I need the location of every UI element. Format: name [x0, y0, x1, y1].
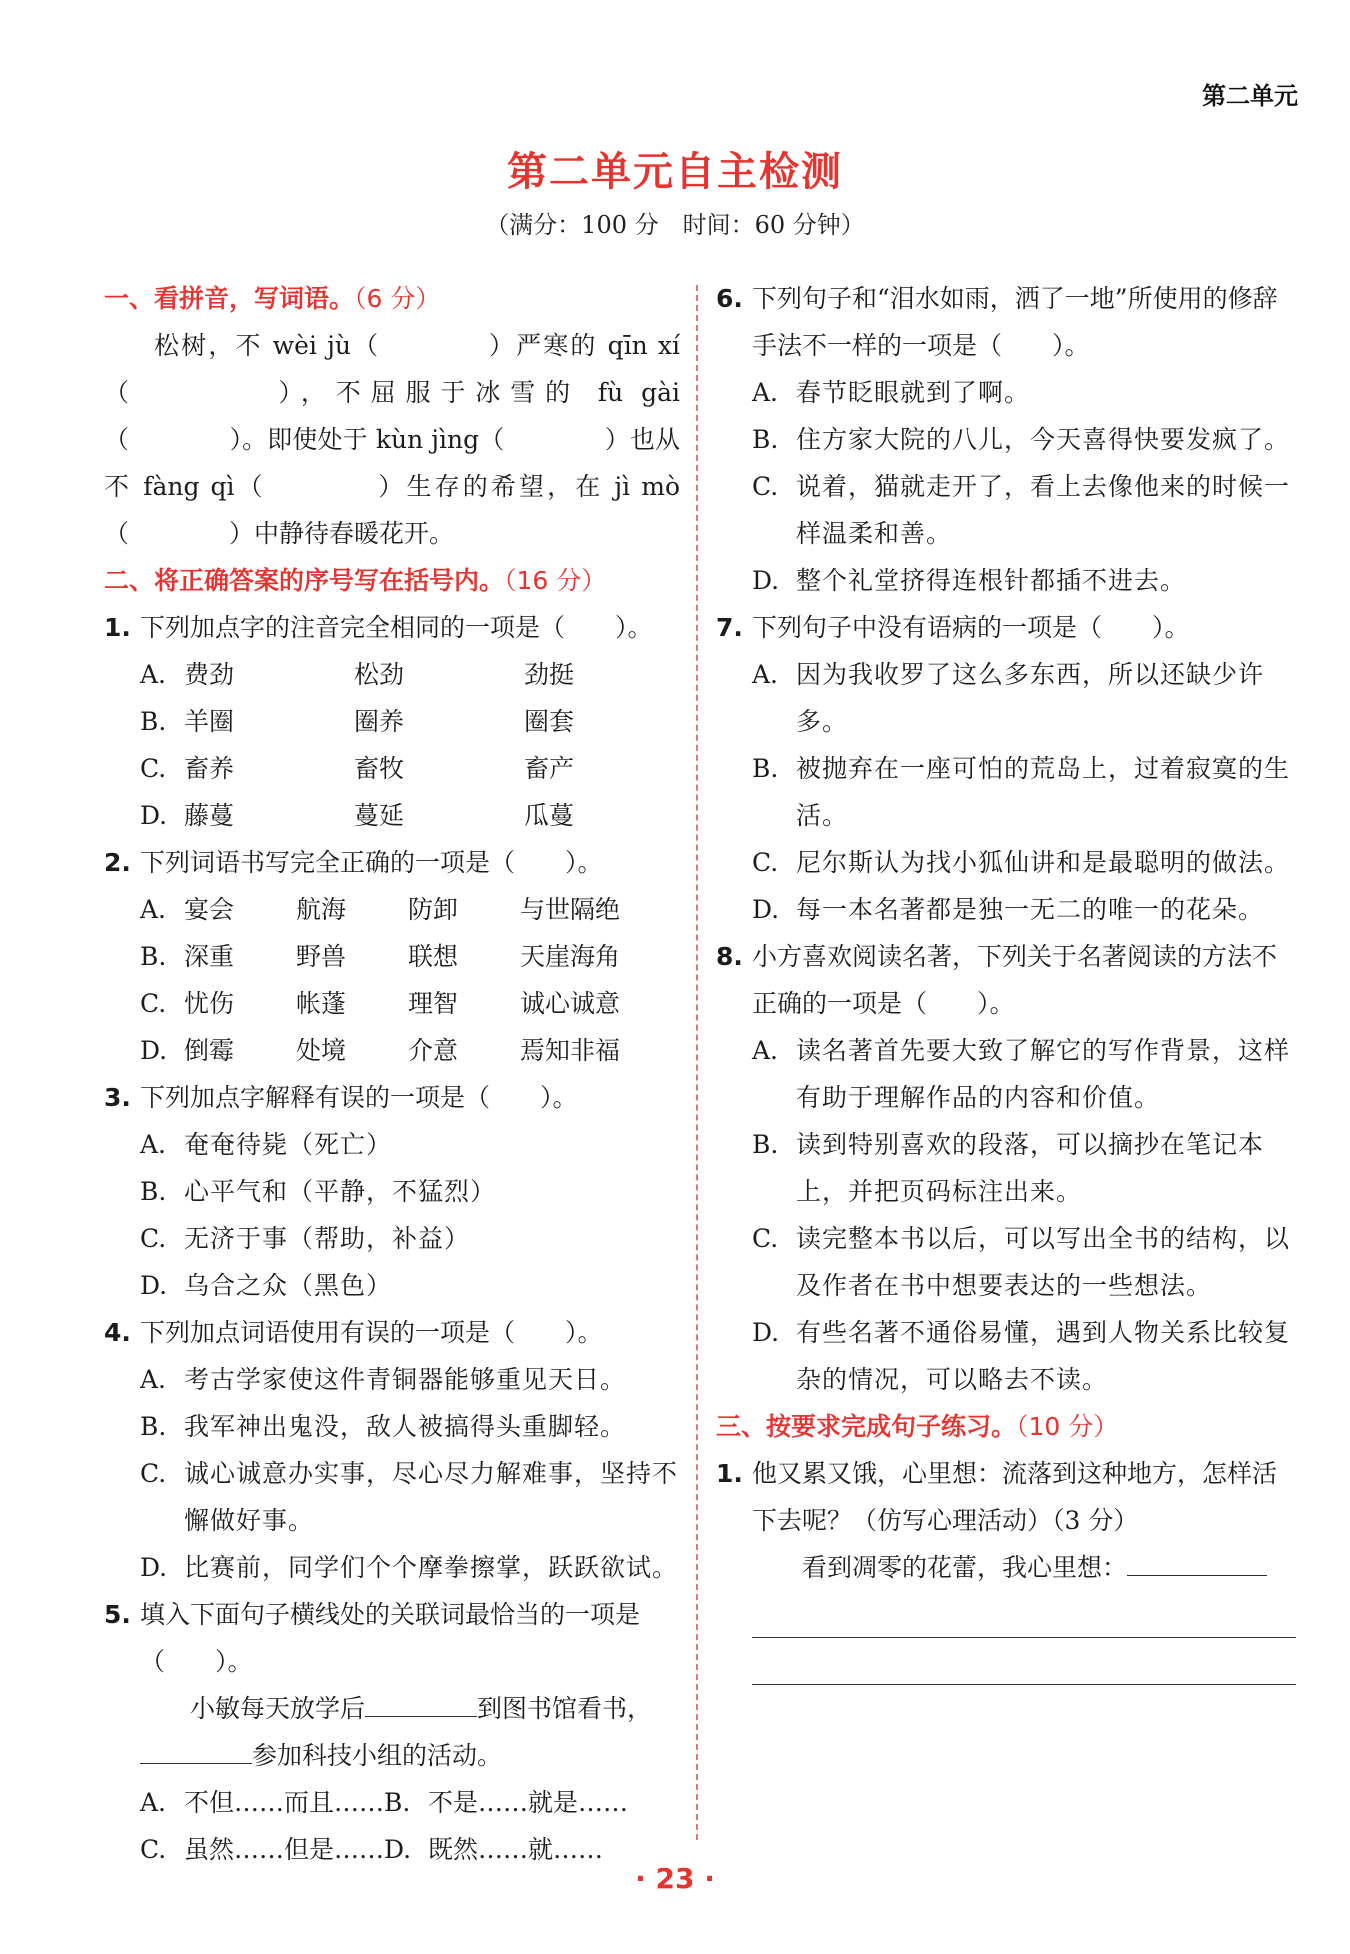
- q8-option-c: C. 读完整本书以后，可以写出全书的结构，以及作者在书中想要表达的一些想法。: [752, 1224, 1291, 1300]
- q8-option-a: A. 读名著首先要大致了解它的写作背景，这样有助于理解作品的内容和价值。: [752, 1036, 1291, 1112]
- q4-option-b: B. 我军神出鬼没，敌人被搞得头重脚轻。: [140, 1412, 627, 1441]
- q5-options-ab: A. 不但……而且…… B. 不是……就是……: [140, 1788, 629, 1817]
- q8-option-b: B. 读到特别喜欢的段落，可以摘抄在笔记本上，并把页码标注出来。: [752, 1130, 1265, 1206]
- section-3-question-1: 1. 他又累又饿，心里想：流落到这种地方，怎样活下去呢？（仿写心理活动）（3 分）: [716, 1459, 1278, 1535]
- s3q1-answer-line-1[interactable]: [752, 1591, 1296, 1638]
- q3-option-d: D. 乌合之众（黑色）: [140, 1271, 393, 1300]
- q3-option-b: B. 心平气和（平静，不猛烈）: [140, 1177, 497, 1206]
- q8-option-d: D. 有些名著不通俗易懂，遇到人物关系比较复杂的情况，可以略去不读。: [752, 1318, 1291, 1394]
- section-3-heading: 三、按要求完成句子练习。（10 分）: [716, 1412, 1119, 1441]
- q7-option-a: A. 因为我收罗了这么多东西，所以还缺少许多。: [752, 660, 1265, 736]
- question-5: 5. 填入下面句子横线处的关联词最恰当的一项是（ ）。: [104, 1600, 641, 1676]
- q2-row-c: C. 忧伤 帐蓬 理智 诚心诚意: [140, 989, 621, 1018]
- q1-row-b: B. 羊圈 圈养 圈套: [140, 707, 575, 736]
- left-column: [104, 275, 680, 1873]
- question-1: 1. 下列加点字的注音完全相同的一项是（ ）。: [104, 613, 653, 642]
- question-4: 4. 下列加点词语使用有误的一项是（ ）。: [104, 1318, 603, 1347]
- q1-row-d: D. 藤蔓 蔓延 瓜蔓: [140, 801, 575, 830]
- section-2-heading: 二、将正确答案的序号写在括号内。（16 分）: [104, 566, 607, 595]
- q6-option-d: D. 整个礼堂挤得连根针都插不进去。: [752, 566, 1187, 595]
- q5-sentence: 小敏每天放学后 到图书馆看书，参加科技小组的活动。: [104, 1685, 680, 1779]
- q1-row-c: C. 畜养 畜牧 畜产: [140, 754, 575, 783]
- q7-option-c: C. 尼尔斯认为找小狐仙讲和是最聪明的做法。: [752, 848, 1291, 877]
- q4-option-d: D. 比赛前，同学们个个摩拳擦掌，跃跃欲试。: [140, 1553, 679, 1582]
- page-subtitle: （满分：100 分 时间：60 分钟）: [485, 211, 865, 239]
- q2-row-d: D. 倒霉 处境 介意 焉知非福: [140, 1036, 621, 1065]
- unit-tag: 第二单元: [1202, 82, 1298, 110]
- q5-blank-1[interactable]: [365, 1688, 477, 1717]
- s3q1-answer-line-2[interactable]: [752, 1638, 1296, 1685]
- q3-option-c: C. 无济于事（帮助，补益）: [140, 1224, 471, 1253]
- section-1-paragraph: 松树，不 wèi jù（ ）严寒的 qīn xí（ ），不屈服于冰雪的 fù gài（ ）。即使处于 kùn jìng（ ）也从不 fàng qì（ ）生存的希望，在 jì mò（ ）中静待春暖花开。: [104, 331, 680, 548]
- page-number: · 23 ·: [635, 1862, 715, 1895]
- q7-option-b: B. 被抛弃在一座可怕的荒岛上，过着寂寞的生活。: [752, 754, 1291, 830]
- s3q1-prompt: 看到凋零的花蕾，我心里想：: [716, 1544, 1296, 1591]
- q5-options-cd: C. 虽然……但是…… D. 既然……就……: [140, 1835, 604, 1864]
- q5-blank-2[interactable]: [140, 1735, 252, 1764]
- s3q1-blank-inline[interactable]: [1127, 1547, 1267, 1576]
- q7-option-d: D. 每一本名著都是独一无二的唯一的花朵。: [752, 895, 1265, 924]
- q2-row-a: A. 宴会 航海 防卸 与世隔绝: [140, 895, 621, 924]
- question-2: 2. 下列词语书写完全正确的一项是（ ）。: [104, 848, 603, 877]
- column-divider: [696, 285, 698, 1840]
- q3-option-a: A. 奄奄待毙（死亡）: [140, 1130, 393, 1159]
- question-6: 6. 下列句子和“泪水如雨，洒了一地”所使用的修辞手法不一样的一项是（ ）。: [716, 284, 1278, 360]
- question-8: 8. 小方喜欢阅读名著，下列关于名著阅读的方法不正确的一项是（ ）。: [716, 942, 1278, 1018]
- page-title: 第二单元自主检测: [507, 149, 843, 195]
- section-1-heading: 一、看拼音，写词语。（6 分）: [104, 284, 441, 313]
- q6-option-a: A. 春节眨眼就到了啊。: [752, 378, 1031, 407]
- q2-row-b: B. 深重 野兽 联想 天崖海角: [140, 942, 621, 971]
- q4-option-c: C. 诚心诚意办实事，尽心尽力解难事，坚持不懈做好事。: [140, 1459, 679, 1535]
- q6-option-b: B. 住方家大院的八儿，今天喜得快要发疯了。: [752, 425, 1291, 454]
- q1-row-a: A. 费劲 松劲 劲挺: [140, 660, 575, 689]
- question-7: 7. 下列句子中没有语病的一项是（ ）。: [716, 613, 1190, 642]
- right-column: [716, 275, 1296, 1685]
- question-3: 3. 下列加点字解释有误的一项是（ ）。: [104, 1083, 578, 1112]
- q4-option-a: A. 考古学家使这件青铜器能够重见天日。: [140, 1365, 627, 1394]
- q6-option-c: C. 说着，猫就走开了，看上去像他来的时候一样温柔和善。: [752, 472, 1291, 548]
